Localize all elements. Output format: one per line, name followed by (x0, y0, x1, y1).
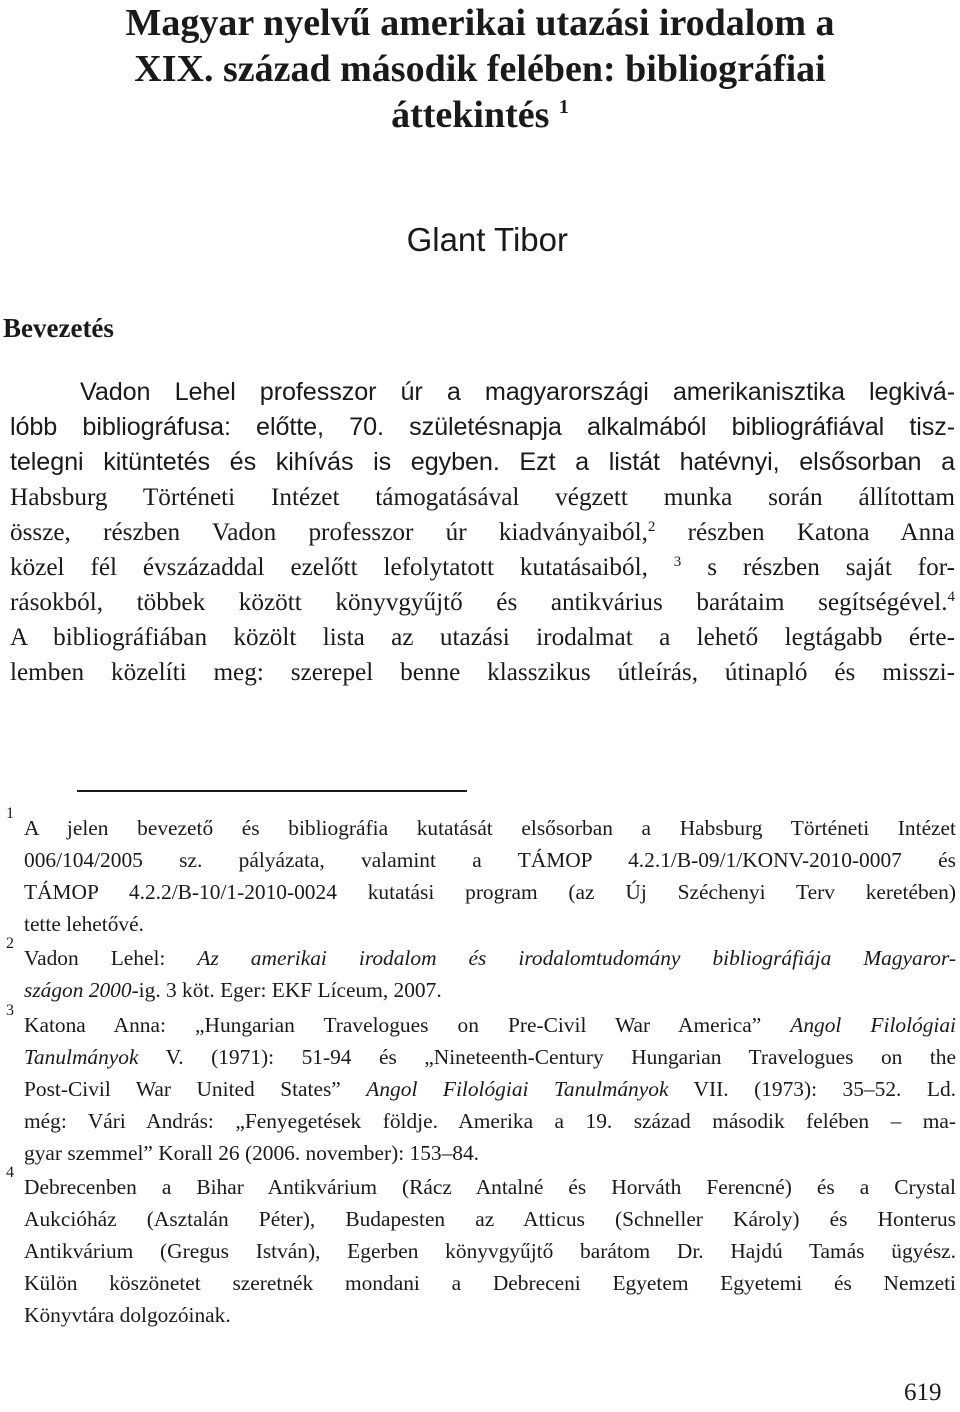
footnote-line: Aukcióház (Asztalán Péter), Budapesten az Atticus (Schneller Károly) és Honterus (24, 1207, 956, 1231)
footnote-line: Könyvtára dolgozóinak. (24, 1303, 231, 1327)
footnote-4 (6, 1164, 956, 1331)
footnote-number: 1 (6, 805, 14, 822)
footnote-separator (77, 790, 467, 792)
body-line: Habsburg Történeti Intézet támogatásával végzett munka során állítottam (10, 484, 955, 511)
body-line: telegni kitüntetés és kihívás is egyben. Ezt a listát hatévnyi, elsősorban a (10, 448, 955, 476)
footnote-line: szágon 2000-ig. 3 köt. Eger: EKF Líceum, 2007. (24, 978, 442, 1002)
page-title (0, 0, 960, 144)
footnote-line: tette lehetővé. (24, 912, 144, 936)
footnote-ref: 3 (673, 554, 682, 570)
footnote-ref: 2 (647, 519, 656, 535)
footnote-line: A jelen bevezető és bibliográfia kutatását elsősorban a Habsburg Történeti Intézet (24, 816, 956, 840)
footnote-number: 2 (6, 935, 14, 952)
author-name: Glant Tibor (406, 221, 568, 258)
body-line: rásokból, többek között könyvgyűjtő és antikvárius barátaim segítségével.$^4$ (10, 589, 955, 616)
footnote-number: 4 (6, 1164, 14, 1181)
footnote-3 (6, 1002, 956, 1169)
body-line: A bibliográfiában közölt lista az utazási irodalmat a lehető legtágabb érte- (10, 624, 955, 651)
footnote-2 (6, 935, 956, 1006)
body-line: lemben közelíti meg: szerepel benne klasszikus útleírás, útinapló és misszi- (10, 659, 955, 686)
footnote-line: TÁMOP 4.2.2/B-10/1-2010-0024 kutatási program (az Új Széchenyi Terv keretében) (24, 880, 956, 904)
footnote-line: Antikvárium (Gregus István), Egerben könyvgyűjtő barátom Dr. Hajdú Tamás ügyész. (24, 1239, 956, 1263)
footnote-line: Debrecenben a Bihar Antikvárium (Rácz Antalné és Horváth Ferencné) és a Crystal (24, 1175, 956, 1199)
body-line: közel fél évszázaddal ezelőtt lefolytatott kutatásaiból, $^3$ s részben saját for- (10, 554, 955, 581)
title-footnote-ref: 1 (558, 96, 569, 118)
footnote-line: Külön köszönetet szeretnék mondani a Debreceni Egyetem Egyetemi és Nemzeti (24, 1271, 956, 1295)
title-line-1: Magyar nyelvű amerikai utazási irodalom a (125, 2, 835, 44)
title-line-2: XIX. század második felében: bibliográfiai (134, 48, 826, 90)
body-line: lóbb bibliográfusa: előtte, 70. születésnapja alkalmából bibliográfiával tisz- (10, 413, 955, 441)
footnote-line: Katona Anna: „Hungarian Travelogues on Pre-Civil War America” Angol Filológiai (24, 1013, 956, 1037)
footnote-line: még: Vári András: „Fenyegetések földje. Amerika a 19. század második felében – ma- (24, 1109, 956, 1133)
footnote-line: gyar szemmel” Korall 26 (2006. november): 153–84. (24, 1141, 480, 1165)
footnote-line: Tanulmányok V. (1971): 51-94 és „Nineteenth-Century Hungarian Travelogues on the (24, 1045, 956, 1069)
footnote-number: 3 (6, 1002, 14, 1019)
body-paragraph (10, 375, 955, 690)
footnote-line: Post-Civil War United States” Angol Filológiai Tanulmányok VII. (1973): 35–52. Ld. (24, 1077, 956, 1101)
page-number: 619 (904, 1379, 942, 1406)
footnote-line: 006/104/2005 sz. pályázata, valamint a TÁMOP 4.2.1/B-09/1/KONV-2010-0007 és (24, 848, 956, 872)
body-line: össze, részben Vadon professzor úr kiadványaiból,$^2$ részben Katona Anna (10, 519, 955, 546)
footnote-ref: 4 (947, 589, 955, 605)
footnote-1 (6, 805, 956, 940)
footnote-line: Vadon Lehel: Az amerikai irodalom és irodalomtudomány bibliográfiája Magyaror- (24, 946, 956, 970)
body-line: Vadon Lehel professzor úr a magyarországi amerikanisztika legkivá- (80, 378, 955, 406)
section-heading: Bevezetés (3, 313, 114, 343)
title-line-3: áttekintés (391, 94, 550, 136)
